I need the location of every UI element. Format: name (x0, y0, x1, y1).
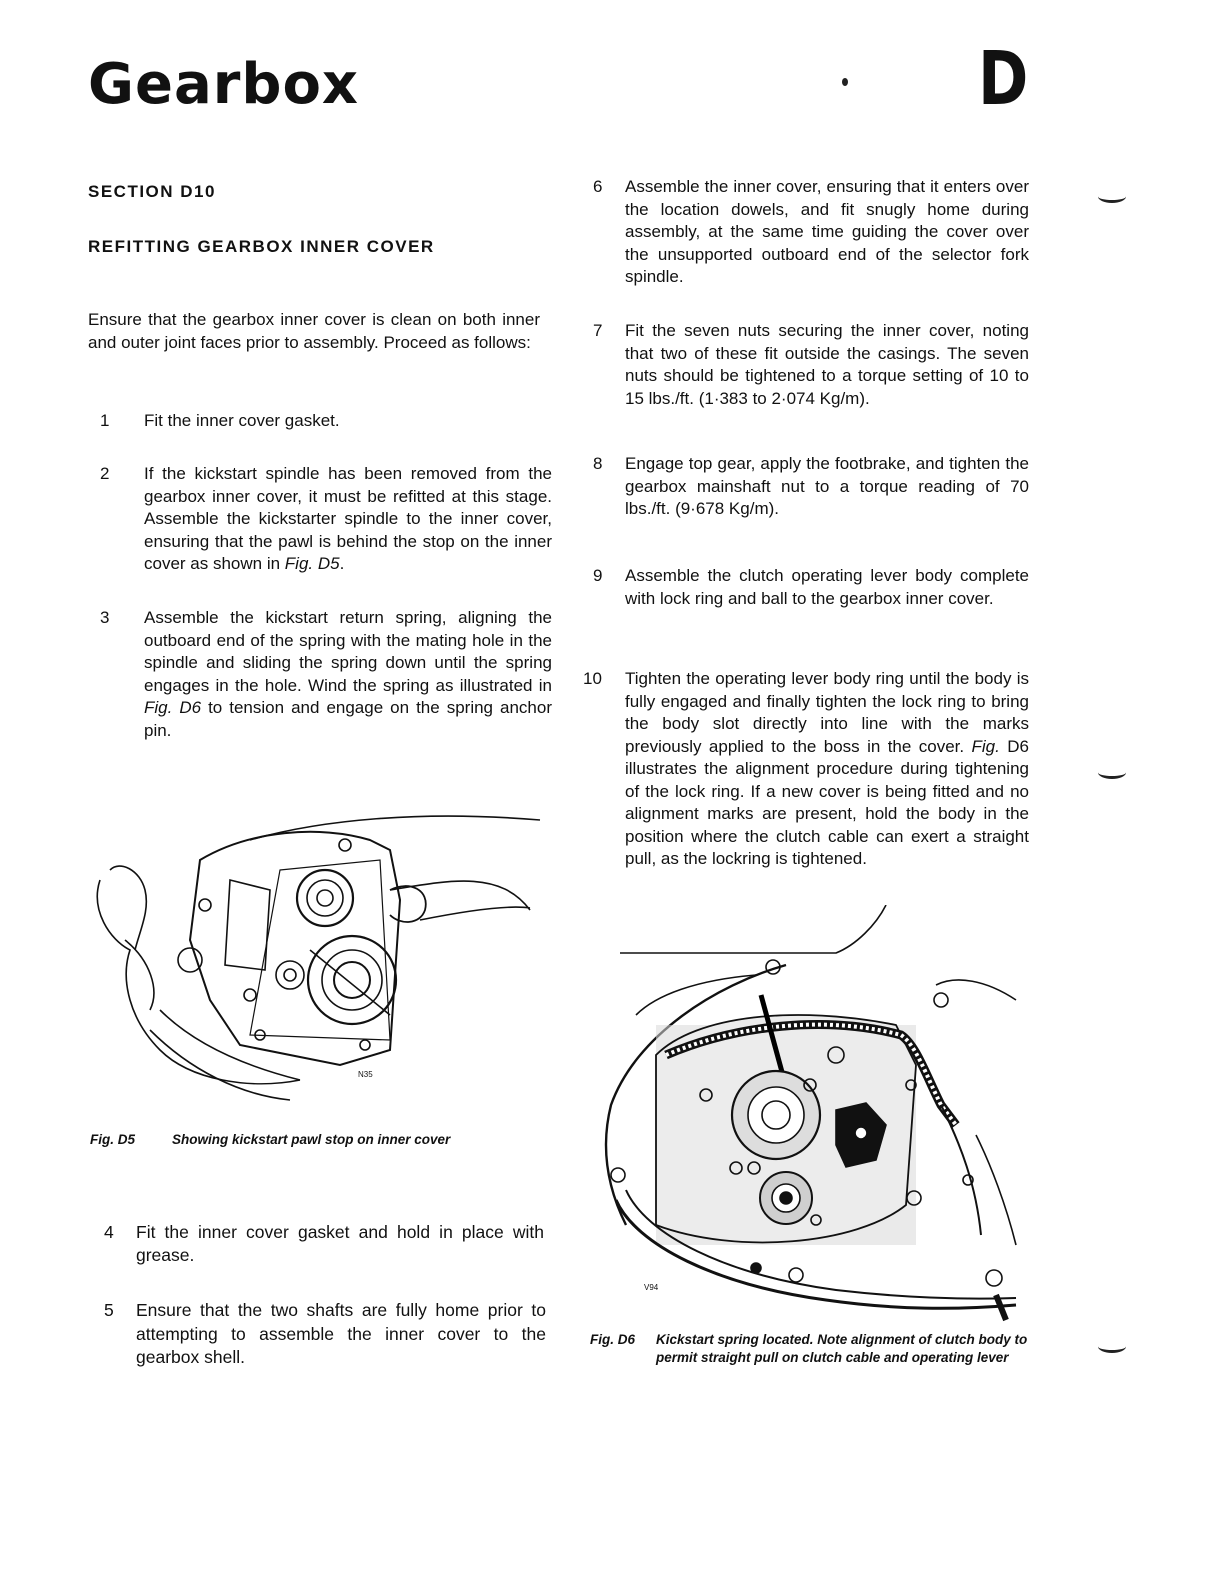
figure-caption-text: Kickstart spring located. Note alignment of clutch body to permit straight pull on clutch cable and operating lever (656, 1332, 1028, 1365)
step-text: Assemble the kickstart return spring, aligning the outboard end of the spring with the mating hole in the spindle and sliding the spring down until the spring engages in the hole. Wind the spring as illustrated in Fig. D6 to tension and engage on the spring anchor pin. (144, 608, 552, 740)
step-number: 2 (100, 464, 110, 483)
figure-label: Fig. D6 (590, 1332, 636, 1347)
figure-d6 (596, 905, 1036, 1325)
figure-code: V94 (644, 1283, 659, 1292)
step-number: 9 (593, 566, 603, 585)
step-number: 10 (583, 669, 602, 688)
edge-mark (1098, 766, 1126, 779)
section-number: SECTION D10 (88, 182, 216, 201)
step-text: Fit the seven nuts securing the inner cover, noting that two of these fit outside the casings. The seven nuts should be tightened to a torque setting of 10 to 15 lbs./ft. (1·383 to 2·074 Kg/m). (625, 321, 1029, 408)
step-number: 7 (593, 321, 603, 340)
figure-reference: Fig. (971, 736, 1000, 756)
step-text: Engage top gear, apply the footbrake, and tighten the gearbox mainshaft nut to a torque reading of 70 lbs./ft. (9·678 Kg/m). (625, 454, 1029, 518)
step-number: 4 (104, 1222, 114, 1242)
step-text: Tighten the operating lever body ring until the body is fully engaged and finally tighten the lock ring to bring the body slot directly into line with the marks previously applied to the boss in the cover. Fig. D6 illustrates the alignment procedure during tightening of the lock ring. If a new cover is being fitted and no alignment marks are present, hold the body in the position where the clutch cable can exert a straight pull, as the lockring is tightened. (625, 669, 1029, 868)
hand-holding-cover-illustration (90, 800, 550, 1110)
figure-reference: Fig. D6 (144, 698, 202, 717)
step-number: 6 (593, 177, 603, 196)
step-text: Fit the inner cover gasket. (144, 411, 340, 430)
figure-d6-caption (590, 1331, 1036, 1371)
edge-mark (1098, 1340, 1126, 1353)
kickstart-spring-illustration (596, 905, 1036, 1325)
step-text: Ensure that the two shafts are fully home prior to attempting to assemble the inner cover to the gearbox shell. (136, 1300, 546, 1367)
edge-mark (1098, 190, 1126, 203)
section-heading: REFITTING GEARBOX INNER COVER (88, 237, 435, 256)
figure-code: N35 (358, 1070, 373, 1079)
step-text: If the kickstart spindle has been removed from the gearbox inner cover, it must be refitted at this stage. Assemble the kickstarter spindle to the inner cover, ensuring that the pawl is behind the stop on the inner cover as shown in Fig. D5. (144, 464, 552, 573)
scan-speck (842, 78, 848, 86)
figure-reference: Fig. D5 (284, 554, 340, 573)
step-text: Fit the inner cover gasket and hold in place with grease. (136, 1222, 544, 1265)
step-number: 8 (593, 454, 603, 473)
step-text: Assemble the inner cover, ensuring that it enters over the location dowels, and fit snugly home during assembly, at the same time guiding the cover over the unsupported outboard end of the selector fork spindle. (625, 177, 1029, 286)
step-number: 5 (104, 1300, 114, 1320)
section-letter: D (978, 36, 1029, 122)
figure-d5-caption (90, 1131, 550, 1151)
figure-caption-text: Showing kickstart pawl stop on inner cover (172, 1132, 451, 1147)
figure-d5 (90, 800, 550, 1110)
step-text: Assemble the clutch operating lever body complete with lock ring and ball to the gearbox inner cover. (625, 566, 1029, 608)
intro-paragraph: Ensure that the gearbox inner cover is clean on both inner and outer joint faces prior to assembly. Proceed as follows: (88, 310, 540, 352)
page-title: Gearbox (88, 52, 360, 117)
figure-label: Fig. D5 (90, 1132, 136, 1147)
step-number: 3 (100, 608, 110, 627)
step-number: 1 (100, 411, 110, 430)
